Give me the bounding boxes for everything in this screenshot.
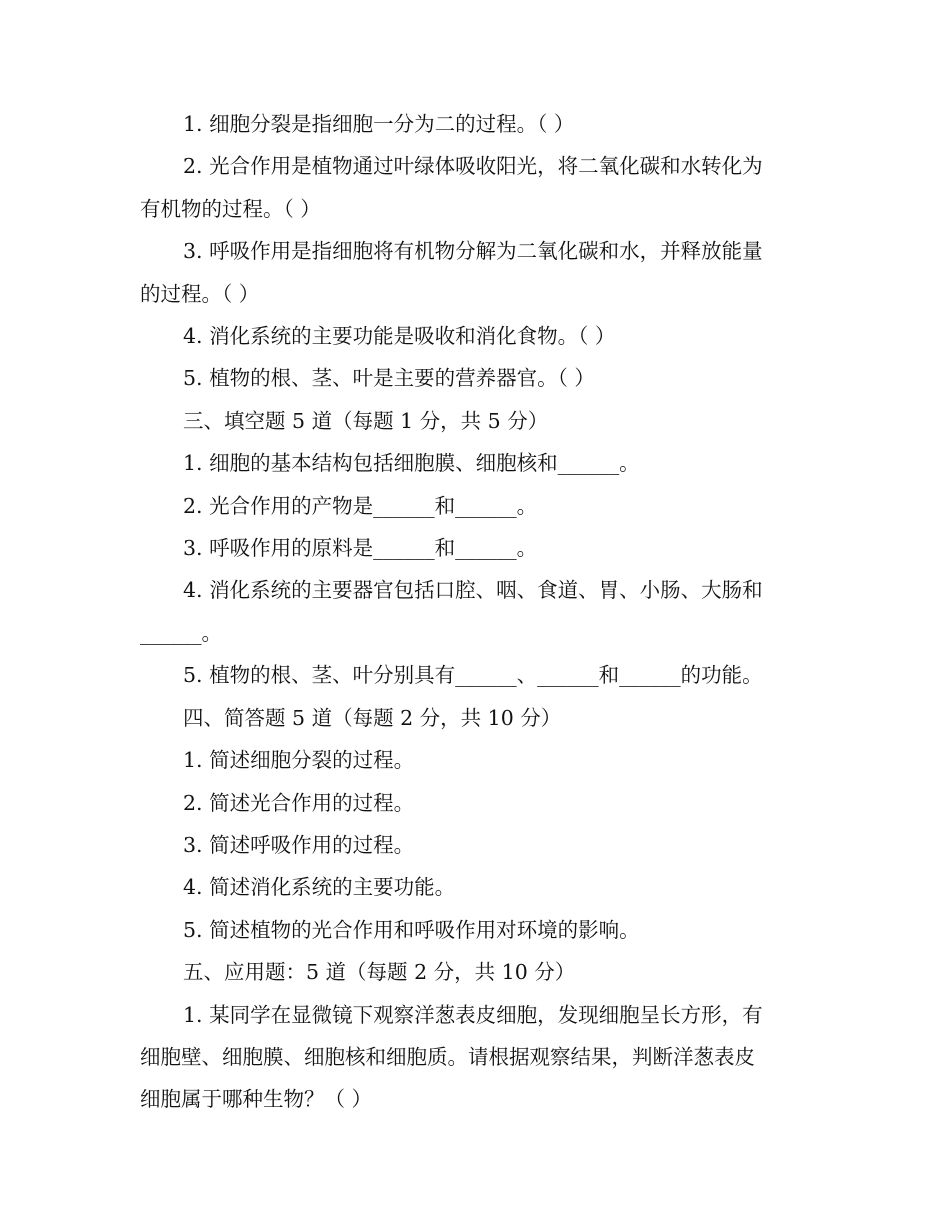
question-s2-2-continuation: 有机物的过程。（ ） [140, 196, 321, 221]
question-number: 3. [183, 536, 203, 561]
question-text: 细胞的基本结构包括细胞膜、细胞核和______。 [209, 451, 640, 476]
question-s3-5 [140, 654, 806, 696]
question-text: 简述消化系统的主要功能。 [209, 875, 456, 900]
question-number: 2. [183, 493, 203, 518]
question-text: 消化系统的主要功能是吸收和消化食物。（ ） [209, 324, 616, 349]
question-s2-3 [140, 230, 806, 272]
question-text: 简述植物的光合作用和呼吸作用对环境的影响。 [209, 917, 640, 942]
question-text: 植物的根、茎、叶是主要的营养器官。（ ） [209, 366, 595, 391]
question-s4-2 [140, 782, 806, 824]
question-text: 简述细胞分裂的过程。 [209, 748, 415, 773]
question-s2-4 [140, 315, 806, 357]
question-text: 植物的根、茎、叶分别具有______、______和______的功能。 [209, 663, 763, 688]
question-s2-2 [140, 145, 806, 187]
question-number: 5. [183, 917, 203, 942]
question-s3-1 [140, 442, 806, 484]
question-number: 2. [183, 790, 203, 815]
question-number: 1. [183, 112, 203, 136]
question-number: 5. [183, 663, 203, 688]
question-number: 3. [183, 832, 203, 857]
question-text: 光合作用的产物是______和______。 [209, 493, 538, 518]
question-s5-1-continuation-2: 细胞属于哪种生物？（ ） [140, 1087, 373, 1112]
question-s4-1 [140, 739, 806, 781]
question-s2-3-continuation: 的过程。（ ） [140, 281, 260, 306]
question-s3-4-continuation: ______。 [140, 620, 222, 645]
question-number: 1. [183, 1002, 203, 1027]
question-number: 4. [183, 578, 203, 603]
question-s4-3 [140, 824, 806, 866]
question-s3-4 [140, 569, 806, 611]
document-page [140, 103, 806, 1121]
question-s3-3 [140, 527, 806, 569]
question-text: 某同学在显微镜下观察洋葱表皮细胞，发现细胞呈长方形，有 [209, 1002, 763, 1027]
question-number: 5. [183, 366, 203, 391]
question-number: 3. [183, 239, 203, 264]
question-text: 呼吸作用的原料是______和______。 [209, 536, 538, 561]
question-s5-1 [140, 994, 806, 1036]
question-text: 细胞分裂是指细胞一分为二的过程。（ ） [209, 112, 575, 136]
question-s3-2 [140, 485, 806, 527]
question-text: 呼吸作用是指细胞将有机物分解为二氧化碳和水，并释放能量 [209, 239, 763, 264]
question-number: 4. [183, 324, 203, 349]
question-s2-5 [140, 357, 806, 399]
question-number: 1. [183, 748, 203, 773]
section-heading-application: 五、应用题：5 道（每题 2 分，共 10 分） [183, 960, 576, 985]
question-number: 4. [183, 875, 203, 900]
section-heading-fill-in: 三、填空题 5 道（每题 1 分，共 5 分） [183, 408, 549, 433]
question-text: 光合作用是植物通过叶绿体吸收阳光，将二氧化碳和水转化为 [209, 154, 763, 179]
question-s4-5 [140, 909, 806, 951]
question-number: 1. [183, 451, 203, 476]
section-heading-short-answer: 四、简答题 5 道（每题 2 分，共 10 分） [183, 705, 562, 730]
question-text: 消化系统的主要器官包括口腔、咽、食道、胃、小肠、大肠和 [209, 578, 763, 603]
question-text: 简述呼吸作用的过程。 [209, 832, 415, 857]
question-s4-4 [140, 866, 806, 908]
question-text: 简述光合作用的过程。 [209, 790, 415, 815]
question-number: 2. [183, 154, 203, 179]
question-s2-1 [140, 103, 806, 145]
question-s5-1-continuation: 细胞壁、细胞膜、细胞核和细胞质。请根据观察结果，判断洋葱表皮 [140, 1044, 755, 1069]
